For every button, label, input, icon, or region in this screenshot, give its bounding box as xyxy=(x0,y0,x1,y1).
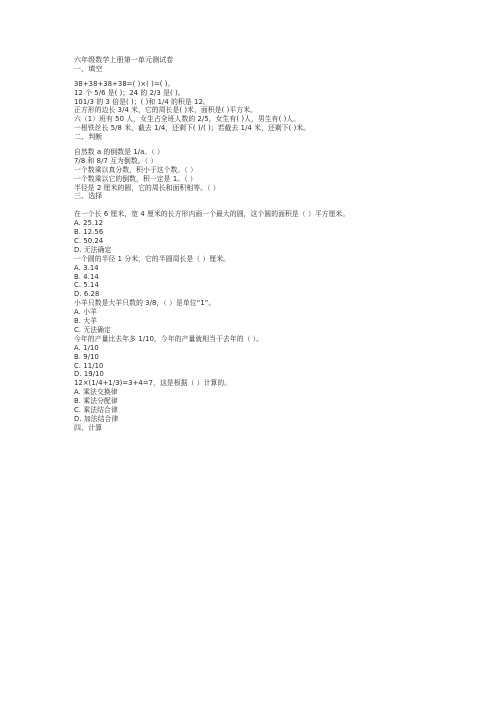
choice-option: A. 小羊 xyxy=(74,308,97,317)
choice-option: A. 3.14 xyxy=(74,263,99,272)
choice-option: C. 11/10 xyxy=(74,361,104,370)
fill-item: 101/3 的 3 倍是( )；( )和 1/4 的积是 12。 xyxy=(74,97,210,106)
section-heading-fill: 一、填空 xyxy=(74,64,103,73)
judge-item: 一个数乘以它的倒数，积一定是 1。（ ） xyxy=(74,174,197,183)
document-title: 六年级数学上册第一单元测试卷 xyxy=(74,56,174,64)
choice-stem: 小羊只数是大羊只数的 3/8，（ ）是单位“1”。 xyxy=(74,299,216,308)
choice-option: A. 25.12 xyxy=(74,219,104,228)
judge-item: 7/8 和 8/7 互为倒数。（ ） xyxy=(74,156,158,165)
choice-option: B. 乘法分配律 xyxy=(74,397,118,406)
choice-option: C. 无法确定 xyxy=(74,325,111,334)
section-heading-choice: 三、选择 xyxy=(74,192,103,201)
fill-item: 正方形的边长 3/4 米，它的周长是( )米，面积是( )平方米。 xyxy=(74,106,258,115)
choice-option: D. 6.28 xyxy=(74,290,100,299)
choice-option: B. 4.14 xyxy=(74,272,99,281)
choice-option: D. 加法结合律 xyxy=(74,414,119,423)
choice-option: C. 5.14 xyxy=(74,281,99,290)
choice-option: B. 12.56 xyxy=(74,228,104,237)
choice-option: D. 无法确定 xyxy=(74,245,112,254)
judge-item: 半径是 2 厘米的圆，它的周长和面积相等。（ ） xyxy=(74,183,220,192)
choice-option: B. 9/10 xyxy=(74,352,99,361)
choice-stem: 今年的产量比去年多 1/10，今年的产量就相当于去年的（ ）。 xyxy=(74,334,264,343)
section-heading-calc: 四、计算 xyxy=(74,423,103,432)
section-heading-judge: 二、判断 xyxy=(74,133,103,142)
choice-stem: 一个圆的半径 1 分米，它的半圆周长是（ ）厘米。 xyxy=(74,254,231,263)
choice-option: D. 19/10 xyxy=(74,370,104,379)
fill-item: 六（1）班有 50 人，女生占全班人数的 2/5，女生有( )人，男生有( )人。 xyxy=(74,115,301,124)
exam-document xyxy=(74,56,474,433)
judge-item: 一个数乘以真分数，积小于这个数。（ ） xyxy=(74,165,198,174)
fill-item: 38+38+38+38=( )×( )=( )。 xyxy=(74,79,175,88)
choice-option: A. 1/10 xyxy=(74,343,99,352)
choice-stem: 在一个长 6 厘米，宽 4 厘米的长方形内画一个最大的圆，这个圆的面积是（ ）平方厘米。 xyxy=(74,210,350,219)
fill-item: 12 个 5/6 是( )；24 的 2/3 是( )。 xyxy=(74,88,185,97)
choice-option: C. 50.24 xyxy=(74,237,104,246)
fill-item: 一根铁丝长 5/8 米，截去 1/4，还剩下( )/( )；若截去 1/4 米，还剩下( )米。 xyxy=(74,124,311,133)
judge-item: 自然数 a 的倒数是 1/a。（ ） xyxy=(74,148,164,157)
choice-stem: 12×(1/4+1/3)=3+4=7，这是根据（ ）计算的。 xyxy=(74,379,232,388)
choice-option: C. 乘法结合律 xyxy=(74,405,118,414)
choice-option: B. 大羊 xyxy=(74,317,98,326)
choice-option: A. 乘法交换律 xyxy=(74,388,118,397)
